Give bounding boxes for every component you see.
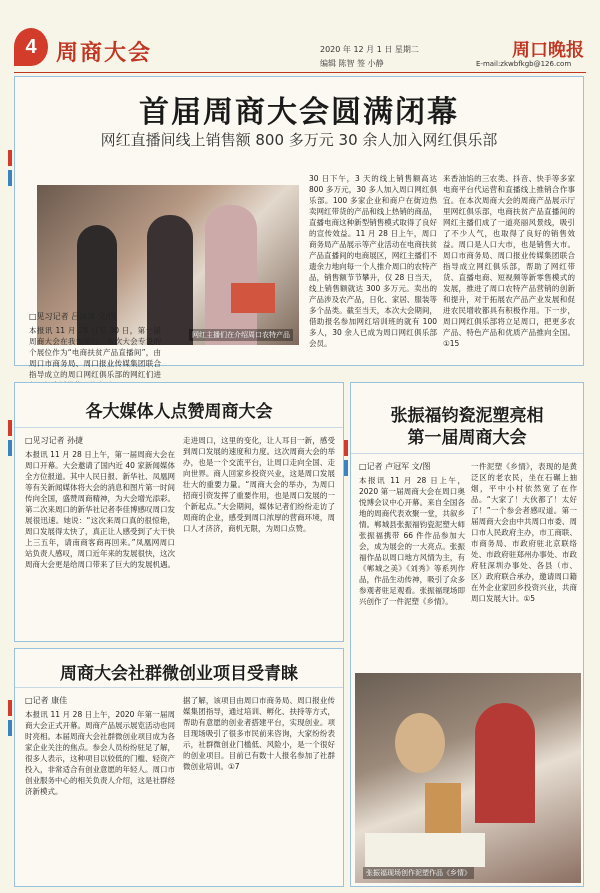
photo-table bbox=[365, 833, 485, 867]
side-marker bbox=[344, 460, 348, 476]
side-marker bbox=[8, 720, 12, 736]
lead-headline: 首届周商大会圆满闭幕 bbox=[139, 95, 459, 130]
ceramic-column-2: 一件泥塑《乡情》，表现的是黄泛区的老农民，坐在石碾上抽烟，平中小村依然宽了在作品。“大家了！大伙都了！太好了！”一个参会者感叹道。第一届周商大会由中共周口市委、周口市人民政府主办，市工商联、市商务局、市政府驻北京联络处、市政府驻郑州办事处、市政府驻深圳办事处、各县（市、区）政府联合承办，邀请周口籍在外企业家回乡投资兴业，共商周口发展大计。①5 bbox=[471, 462, 577, 603]
media-column-2: 走进周口，这里的变化，让人耳目一新，感受到周口发展的速度和力度。这次周商大会的举办，也是一个交流平台，让周口走向全国、走向世界。商人回家乡投资兴业，这是周口发展壮大的重要力量。“周商大会的举办，为周口招商引资发挥了重要作用，也是周口发展的一个新起点。”大会期间，媒体记者们纷纷走访了周商的企业，感受到周口浓厚的营商环境，周口人才济济，商机无限，为周口点赞。 bbox=[183, 436, 335, 533]
contact-email: E-mail:zkwbfkgb@126.com bbox=[476, 60, 572, 68]
lead-byline: □见习记者 吕冰冰 文/图 bbox=[29, 312, 117, 321]
side-marker bbox=[8, 700, 12, 716]
ceramic-title-line1: 张振福钧瓷泥塑亮相 bbox=[390, 406, 544, 426]
page-number-badge: 4 bbox=[14, 28, 48, 66]
divider bbox=[351, 453, 583, 454]
social-article bbox=[14, 648, 344, 887]
lead-photo-caption: 网红主播们在介绍周口农特产品 bbox=[189, 329, 293, 341]
ceramic-article bbox=[350, 382, 584, 887]
social-byline: □记者 康佳 bbox=[25, 696, 68, 705]
side-marker bbox=[344, 440, 348, 456]
social-column-2: 据了解，该项目由周口市商务局、周口报业传媒集团指导，通过培训、孵化、扶持等方式，帮助有意愿的创业者搭建平台，实现创业。项目现场吸引了很多市民前来咨询，大家纷纷表示，社群微创业门槛低、风险小，是一个很好的创业项目。目前已有数十人报名参加了社群微创业培训。①7 bbox=[183, 696, 335, 771]
lead-column-1: 本报讯 11 月 28 日至 30 日，第一届周商大会在我市举行。本次大会专设的个展位作为“电商扶贫产品直播间”，由周口市商务局、周口报业传媒集团联合指导成立的周口网红俱乐部的网红们进 bbox=[29, 326, 161, 379]
side-marker bbox=[8, 440, 12, 456]
ceramic-photo bbox=[355, 673, 581, 883]
photo-product-box bbox=[231, 283, 275, 313]
header-rule bbox=[14, 72, 586, 73]
social-column-1: 本报讯 11 月 28 日上午，2020 年第一届周商大会正式开幕。周商产品展示展览活动也同时亮相。本届周商大会社群微创业项目成为各家企业关注的焦点。参会人员纷纷驻足了解，很多人表示，这种项目以较低的门槛、轻资产投入，非常适合有创业意愿的年轻人。周口市创业服务中心的相关负责人介绍，这是社群经济新模式。 bbox=[25, 710, 175, 796]
ceramic-title-line2: 第一届周商大会 bbox=[407, 428, 527, 448]
side-marker bbox=[8, 420, 12, 436]
ceramic-column-1: 本报讯 11 月 28 日上午，2020 第一届周商大会在周口奥悦博会议中心开幕。来自全国各地的周商代表欢聚一堂，共叙乡情。郸城县张振福钧瓷泥塑大师张振福携带 66 件作品参加大会，成为展会的一大亮点。张振福作品以周口地方风情为主，有《郸城之美》《刘秀》等系列作品，作品生动传神，吸引了众多参观者驻足观看。张振福现场即兴创作了一件泥塑《乡情》。 bbox=[359, 476, 465, 606]
ceramic-photo-caption: 张振福现场创作泥塑作品《乡情》 bbox=[363, 867, 474, 879]
media-byline: □见习记者 孙捷 bbox=[25, 436, 84, 445]
section-title: 周商大会 bbox=[56, 41, 153, 66]
lead-article bbox=[14, 76, 584, 379]
photo-figure bbox=[475, 703, 535, 823]
social-title: 周商大会社群微创业项目受青睐 bbox=[60, 664, 298, 684]
photo-figure bbox=[205, 205, 257, 345]
lead-column-3: 来香油馅的三农类、抖音、快手等多家电商平台代运营和直播线上推销合作事宜。在本次周商大会的周商产品展示厅里网红俱乐部，电商扶贫产品直播间的网红主播们成了一道亮丽风景线，吸引了不少人气，也取得了良好的销售效益。周口是人口大市，也是销售大市。周口市商务局、周口报业传媒集团联合指导成立网红俱乐部，帮助了网红带货、直播电商、短视频等新零售模式的发展，推进了周口农特产品营销的创新和提升，对于拓展农产品产业发展和促进农民增收都具有积极作用。下一步，周口网红俱乐部将立足周口，把更多农产品、特色产品和优质产品推向全国。①15 bbox=[443, 174, 575, 348]
editor-line: 编辑 陈智 签 小静 bbox=[320, 59, 384, 68]
lead-subhead: 网红直播间线上销售额 800 多万元 30 余人加入网红俱乐部 bbox=[100, 131, 498, 149]
divider bbox=[15, 687, 343, 688]
media-article bbox=[14, 382, 344, 642]
photo-figure-head bbox=[395, 713, 445, 773]
side-marker bbox=[8, 150, 12, 166]
issue-date: 2020 年 12 月 1 日 星期二 bbox=[320, 45, 419, 54]
media-title: 各大媒体人点赞周商大会 bbox=[85, 402, 273, 422]
lead-column-2: 30 日下午，3 天的线上销售额高达 800 多万元，30 多人加入周口网红俱乐部。100 多家企业和商户在街边热卖网红带货的产品和线上热销的商品，直播电商这种新型销售模式取得了良好的宣传效益。11 月 28 日上午，周口商务局产品展示等产业活动在电商扶贫产品直播间的电商展区，网红主播们不遗余力地向每一个人推介周口的农特产品，销售额节节攀升，仅 28 日当天，线上销售额就达 300 多万元。卖出的产品涉及农产品，日化、家居、服装等多个品类。截至当天，本次大会期间，借助报名参加网红培训班的就有 100 多人，30 余人已成为周口网红俱乐部会员。 bbox=[309, 174, 437, 348]
media-column-1: 本报讯 11 月 28 日上午，第一届周商大会在周口开幕。大会邀请了国内近 40 家新闻媒体全方位报道。其中人民日报、新华社、凤凰网等有关新闻媒体将大会的消息和图片第一时间传向全国，盛赞周商精神，为大会增光添彩。第二次来周口的新华社记者李佳博感叹周口发展很迅速。她说：“这次来周口真的很惊艳，周口发展得太快了，真正让人感受到了大干快上三五年，请南商客商再回来。”凤凰网周口站负责人感叹，周口近年来的发展很快，这次周商大会更是给周口带来了巨大的发展机遇。 bbox=[25, 450, 175, 569]
ceramic-byline: □记者 卢冠军 文/图 bbox=[359, 462, 431, 471]
divider bbox=[15, 427, 343, 428]
newspaper-logo: 周口晚报 bbox=[512, 40, 584, 61]
side-marker bbox=[8, 170, 12, 186]
